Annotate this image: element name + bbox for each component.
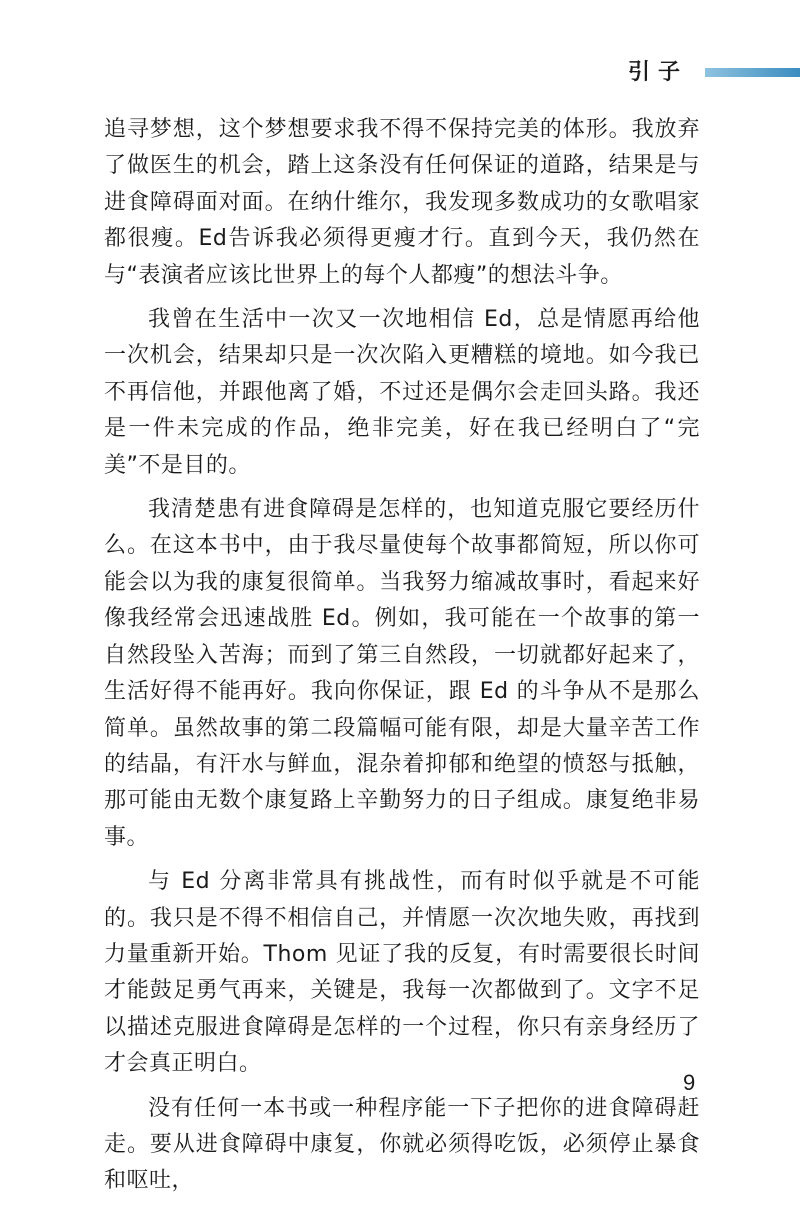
header-accent-bar [705,68,800,77]
paragraph: 我曾在生活中一次又一次地相信 Ed，总是情愿再给他一次机会，结果却只是一次次陷入更糟糕的境地。如今我已不再信他，并跟他离了婚，不过还是偶尔会走回头路。我还是一件未完成的作品，绝非完美，好在我已经明白了“完美”不是目的。 [104,307,700,478]
page-number: 9 [683,1070,696,1095]
running-header [600,58,800,88]
paragraph: 没有任何一本书或一种程序能一下子把你的进食障碍赶走。要从进食障碍中康复，你就必须得吃饭，必须停止暴食和呕吐， [104,1095,700,1194]
chapter-title: 引子 [627,60,688,85]
paragraph: 与 Ed 分离非常具有挑战性，而有时似乎就是不可能的。我只是不得不相信自己，并情愿一次次地失败，再找到力量重新开始。Thom 见证了我的反复，有时需要很长时间才能鼓足勇气再来，关键是，我每一次都做到了。文字不足以描述克服进食障碍是怎样的一个过程，你只有亲身经历了才会真正明白。 [104,869,700,1077]
body-text [104,112,700,1208]
paragraph-continuation: 追寻梦想，这个梦想要求我不得不保持完美的体形。我放弃了做医生的机会，踏上这条没有任何保证的道路，结果是与进食障碍面对面。在纳什维尔，我发现多数成功的女歌唱家都很瘦。Ed告诉我必须得更瘦才行。直到今天，我仍然在与“表演者应该比世界上的每个人都瘦”的想法斗争。 [104,117,700,288]
paragraph: 我清楚患有进食障碍是怎样的，也知道克服它要经历什么。在这本书中，由于我尽量使每个故事都简短，所以你可能会以为我的康复很简单。当我努力缩减故事时，看起来好像我经常会迅速战胜 Ed。例如，我可能在一个故事的第一自然段坠入苦海；而到了第三自然段，一切就都好起来了，生活好得不能再好。我向你保证，跟 Ed 的斗争从不是那么简单。虽然故事的第二段篇幅可能有限，却是大量辛苦工作的结晶，有汗水与鲜血，混杂着抑郁和绝望的愤怒与抵触，那可能由无数个康复路上辛勤努力的日子组成。康复绝非易事。 [104,497,700,850]
